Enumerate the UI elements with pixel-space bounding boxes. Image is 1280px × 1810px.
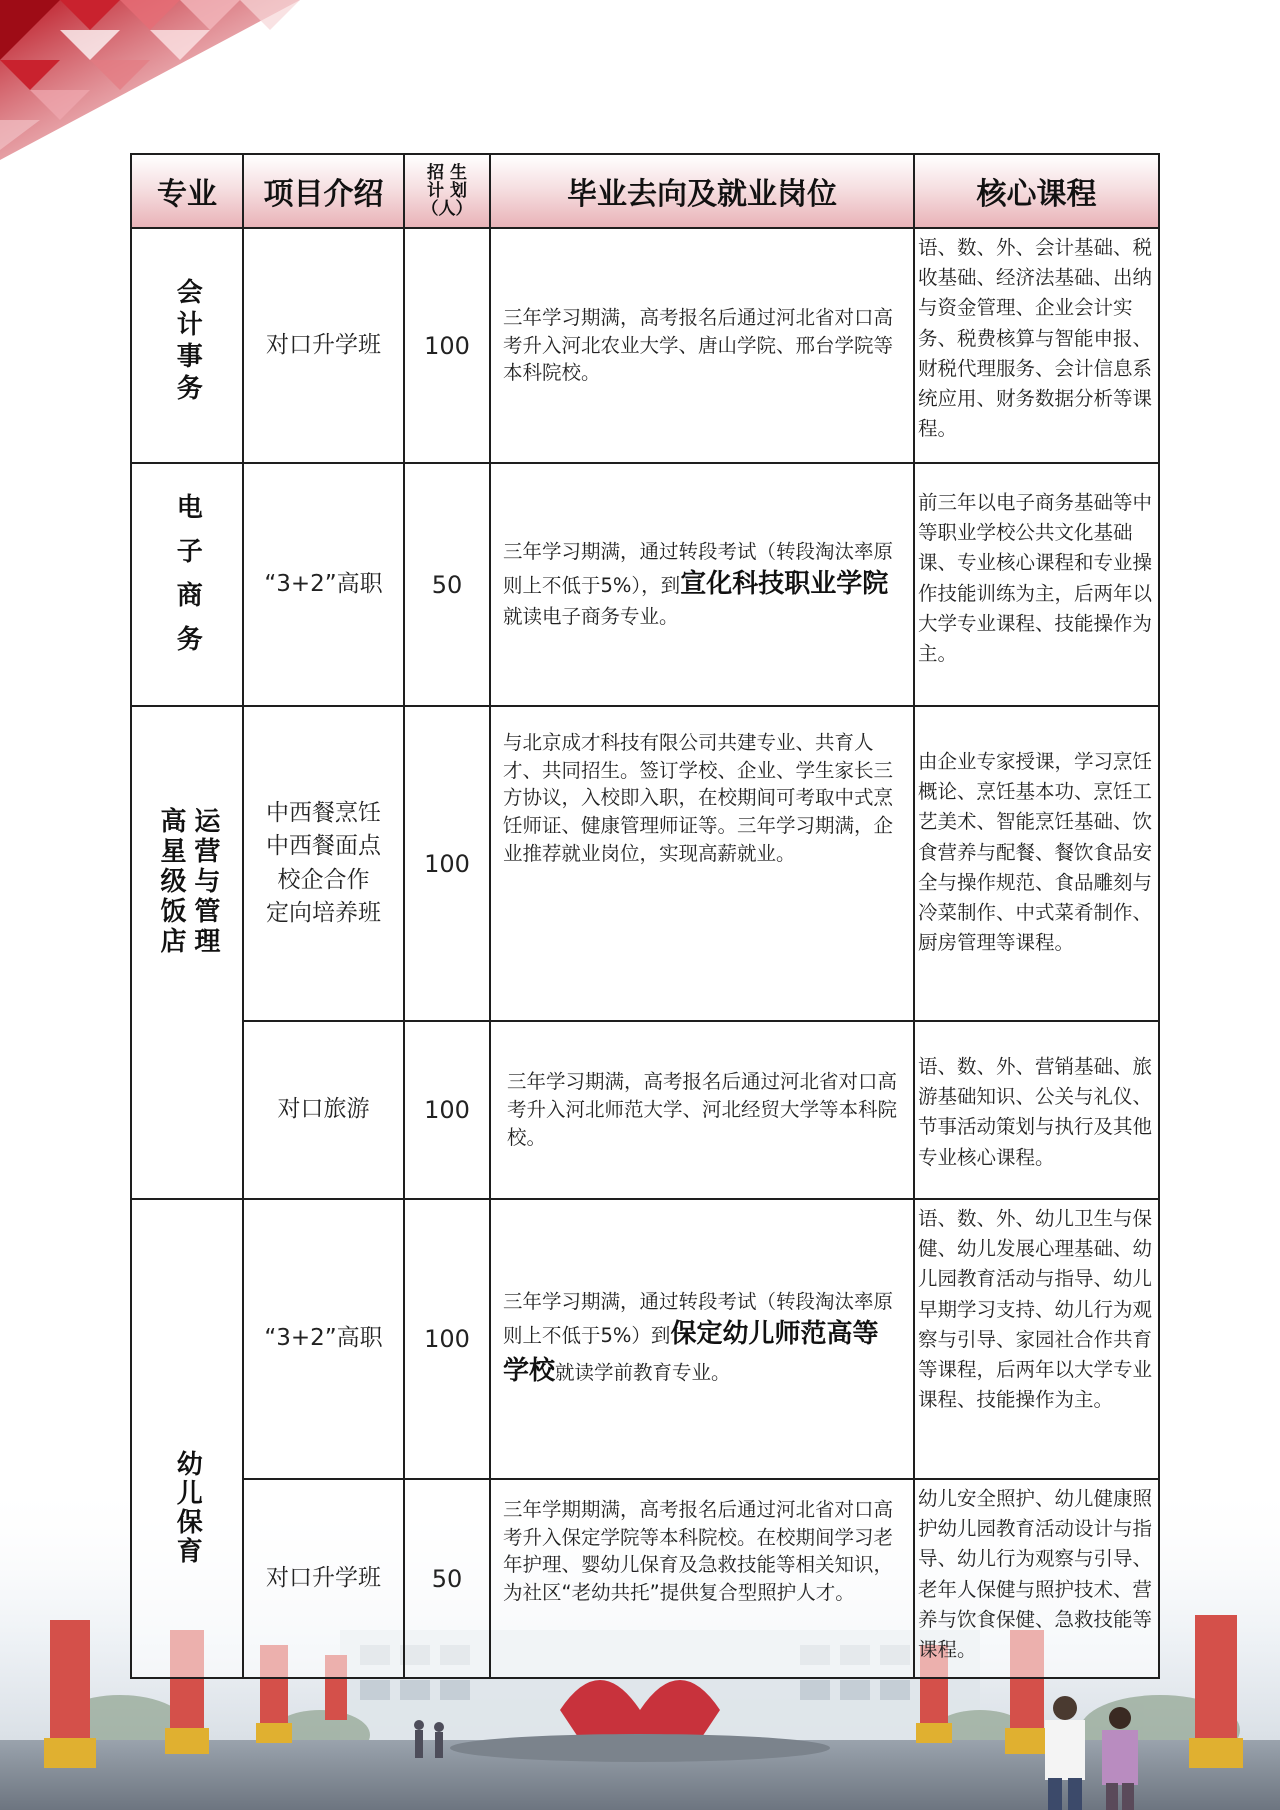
table-row <box>131 1479 1159 1678</box>
header-project: 项目介绍 <box>243 154 404 228</box>
courses-cell <box>914 1199 1159 1479</box>
plan-cell: 100 <box>404 1199 490 1479</box>
destination-pre: 三年学习期满，通过转段考试（转段淘汰率原则上不低于5%）到 <box>503 1290 894 1347</box>
project-line: 定向培养班 <box>266 899 381 926</box>
destination-post: 就读电子商务专业。 <box>503 604 679 628</box>
table-row <box>131 463 1159 706</box>
major-cell <box>131 1199 243 1678</box>
destination-cell: 三年学习期满，高考报名后通过河北省对口高考升入河北农业大学、唐山学院、邢台学院等本科院校。 <box>490 228 914 463</box>
destination-pre: 三年学习期满，通过转段考试（转段淘汰率原则上不低于5%），到 <box>503 540 894 598</box>
destination-cell: 三年学习期满，高考报名后通过河北省对口高考升入河北师范大学、河北经贸大学等本科院校。 <box>490 1021 914 1199</box>
courses-text: 由企业专家授课，学习烹饪概论、烹饪基本功、烹饪工艺美术、智能烹饪基础、饮食营养与配餐、餐饮食品安全与操作规范、食品雕刻与冷菜制作、中式菜肴制作、厨房管理等课程。 <box>918 750 1153 955</box>
courses-text: 语、数、外、会计基础、税收基础、经济法基础、出纳与资金管理、企业会计实务、税费核算与智能申报、财税代理服务、会计信息系统应用、财务数据分析等课程。 <box>918 236 1153 441</box>
courses-cell <box>914 1479 1159 1678</box>
destination-cell: 三年学期期满，高考报名后通过河北省对口高考升入保定学院等本科院校。在校期间学习老年护理、婴幼儿保育及急救技能等相关知识，为社区“老幼共托”提供复合型照护人才。 <box>490 1479 914 1678</box>
header-major: 专业 <box>131 154 243 228</box>
plan-cell: 100 <box>404 1021 490 1199</box>
major-cell <box>131 463 243 706</box>
destination-cell <box>490 1199 914 1479</box>
major-cell <box>131 706 243 1199</box>
table-header-row <box>131 154 1159 228</box>
major-label-left: 高星级饭店 <box>156 807 186 957</box>
destination-cell: 与北京成才科技有限公司共建专业、共育人才、共同招生。签订学校、企业、学生家长三方协议，入校即入职，在校期间可考取中式烹饪师证、健康管理师证等。三年学习期满，企业推荐就业岗位，实现高薪就业。 <box>490 706 914 1021</box>
plan-cell: 50 <box>404 1479 490 1678</box>
courses-cell <box>914 463 1159 706</box>
plan-cell: 50 <box>404 463 490 706</box>
project-line: 中西餐烹饪 <box>266 799 381 826</box>
table-row <box>131 228 1159 463</box>
project-line: 中西餐面点 <box>266 833 381 860</box>
major-cell <box>131 228 243 463</box>
table-row <box>131 706 1159 1021</box>
courses-text: 前三年以电子商务基础等中等职业学校公共文化基础课、专业核心课程和专业操作技能训练为主，后两年以大学专业课程、技能操作为主。 <box>918 491 1153 666</box>
project-cell <box>243 706 404 1021</box>
destination-school: 宣化科技职业学院 <box>680 569 889 600</box>
project-cell: 对口升学班 <box>243 1479 404 1678</box>
major-label: 电子商务 <box>172 493 203 669</box>
enrollment-table <box>130 153 1160 1679</box>
courses-cell <box>914 1021 1159 1199</box>
major-label: 会计事务 <box>172 278 203 406</box>
major-label <box>155 807 219 957</box>
courses-text: 幼儿安全照护、幼儿健康照护幼儿园教育活动设计与指导、幼儿行为观察与引导、老年人保健与照护技术、营养与饮食保健、急救技能等课程。 <box>918 1487 1153 1662</box>
courses-text: 语、数、外、幼儿卫生与保健、幼儿发展心理基础、幼儿园教育活动与指导、幼儿早期学习支持、幼儿行为观察与引导、家园社合作共育等课程，后两年以大学专业课程、技能操作为主。 <box>918 1207 1153 1412</box>
courses-cell <box>914 706 1159 1021</box>
table-row <box>131 1199 1159 1479</box>
project-line: 校企合作 <box>277 866 370 893</box>
courses-cell <box>914 228 1159 463</box>
header-courses: 核心课程 <box>914 154 1159 228</box>
plan-cell: 100 <box>404 706 490 1021</box>
destination-school: 保定幼儿师范高等学校 <box>503 1318 879 1386</box>
header-plan <box>404 154 490 228</box>
project-cell: 对口旅游 <box>243 1021 404 1199</box>
project-cell: 对口升学班 <box>243 228 404 463</box>
corner-decoration <box>0 0 320 170</box>
major-label-right: 运营与管理 <box>189 807 220 957</box>
project-cell: “3+2”高职 <box>243 1199 404 1479</box>
header-destination: 毕业去向及就业岗位 <box>490 154 914 228</box>
major-label: 幼儿保育 <box>172 1450 203 1566</box>
plan-cell: 100 <box>404 228 490 463</box>
destination-cell <box>490 463 914 706</box>
courses-text: 语、数、外、营销基础、旅游基础知识、公关与礼仪、节事活动策划与执行及其他专业核心课程。 <box>918 1055 1153 1169</box>
destination-post: 就读学前教育专业。 <box>555 1360 731 1384</box>
header-plan-line2: 计 划 <box>427 181 467 201</box>
header-plan-line3: （人） <box>421 199 473 219</box>
header-plan-line1: 招 生 <box>427 163 467 183</box>
project-cell: “3+2”高职 <box>243 463 404 706</box>
table-row <box>131 1021 1159 1199</box>
